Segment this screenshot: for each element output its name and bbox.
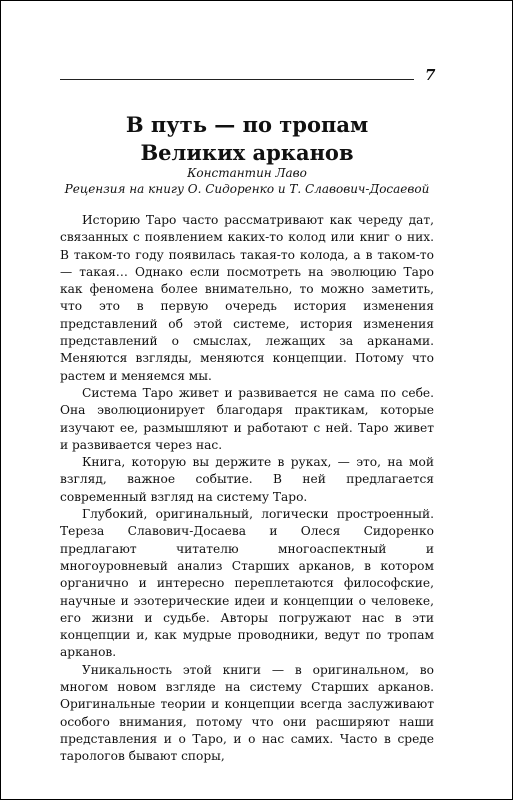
paragraph-5: Уникальность этой книги — в оригинальном, во многом новом взгляде на систему Старших арканов. Оригинальные теории и концепции всегда заслуживают особого внимания, потому что они расширяют наши представления и о Таро, и о нас самих. Часто в среде тарологов бывают споры, — [60, 662, 434, 764]
header-rule — [60, 79, 414, 80]
article-title-line-1: В путь — по тропам — [125, 112, 369, 137]
article-title-line-2: Великих арканов — [140, 140, 354, 165]
author-name: Константин Лаво — [187, 166, 307, 180]
paragraph-3: Книга, которую вы держите в руках, — это, на мой взгляд, важное событие. В ней предлагается современный взгляд на систему Таро. — [60, 455, 434, 504]
page-number: 7 — [425, 66, 436, 84]
article-title — [60, 111, 434, 167]
review-subtitle: Рецензия на книгу О. Сидоренко и Т. Славович-Досаевой — [64, 182, 430, 196]
paragraph-1: Историю Таро часто рассматривают как череду дат, связанных с появлением каких-то колод или книг о них. В таком-то году появилась такая-то колода, а в таком-то — такая… Однако если посмотреть на эволюцию Таро как феномена более внимательно, то можно заметить, что это в первую очередь история изменения представлений об этой системе, история изменения представлений о смыслах, лежащих за арканами. Меняются взгляды, меняются концепции. Потому что растем и меняемся мы. — [60, 213, 434, 383]
byline — [60, 165, 434, 197]
paragraph-4: Глубокий, оригинальный, логически простроенный. Тереза Славович-Досаева и Олеся Сидоренко предлагают читателю многоаспектный и многоуровневый анализ Старших арканов, в котором органично и интересно переплетаются философские, научные и эзотерические идеи и концепции о человеке, его жизни и судьбе. Авторы погружают нас в эти концепции и, как мудрые проводники, ведут по тропам арканов. — [60, 507, 434, 660]
article-body — [60, 212, 434, 766]
paragraph-2: Система Таро живет и развивается не сама по себе. Она эволюционирует благодаря практикам, которые изучают ее, размышляют и работают с ней. Таро живет и развивается через нас. — [60, 385, 434, 452]
